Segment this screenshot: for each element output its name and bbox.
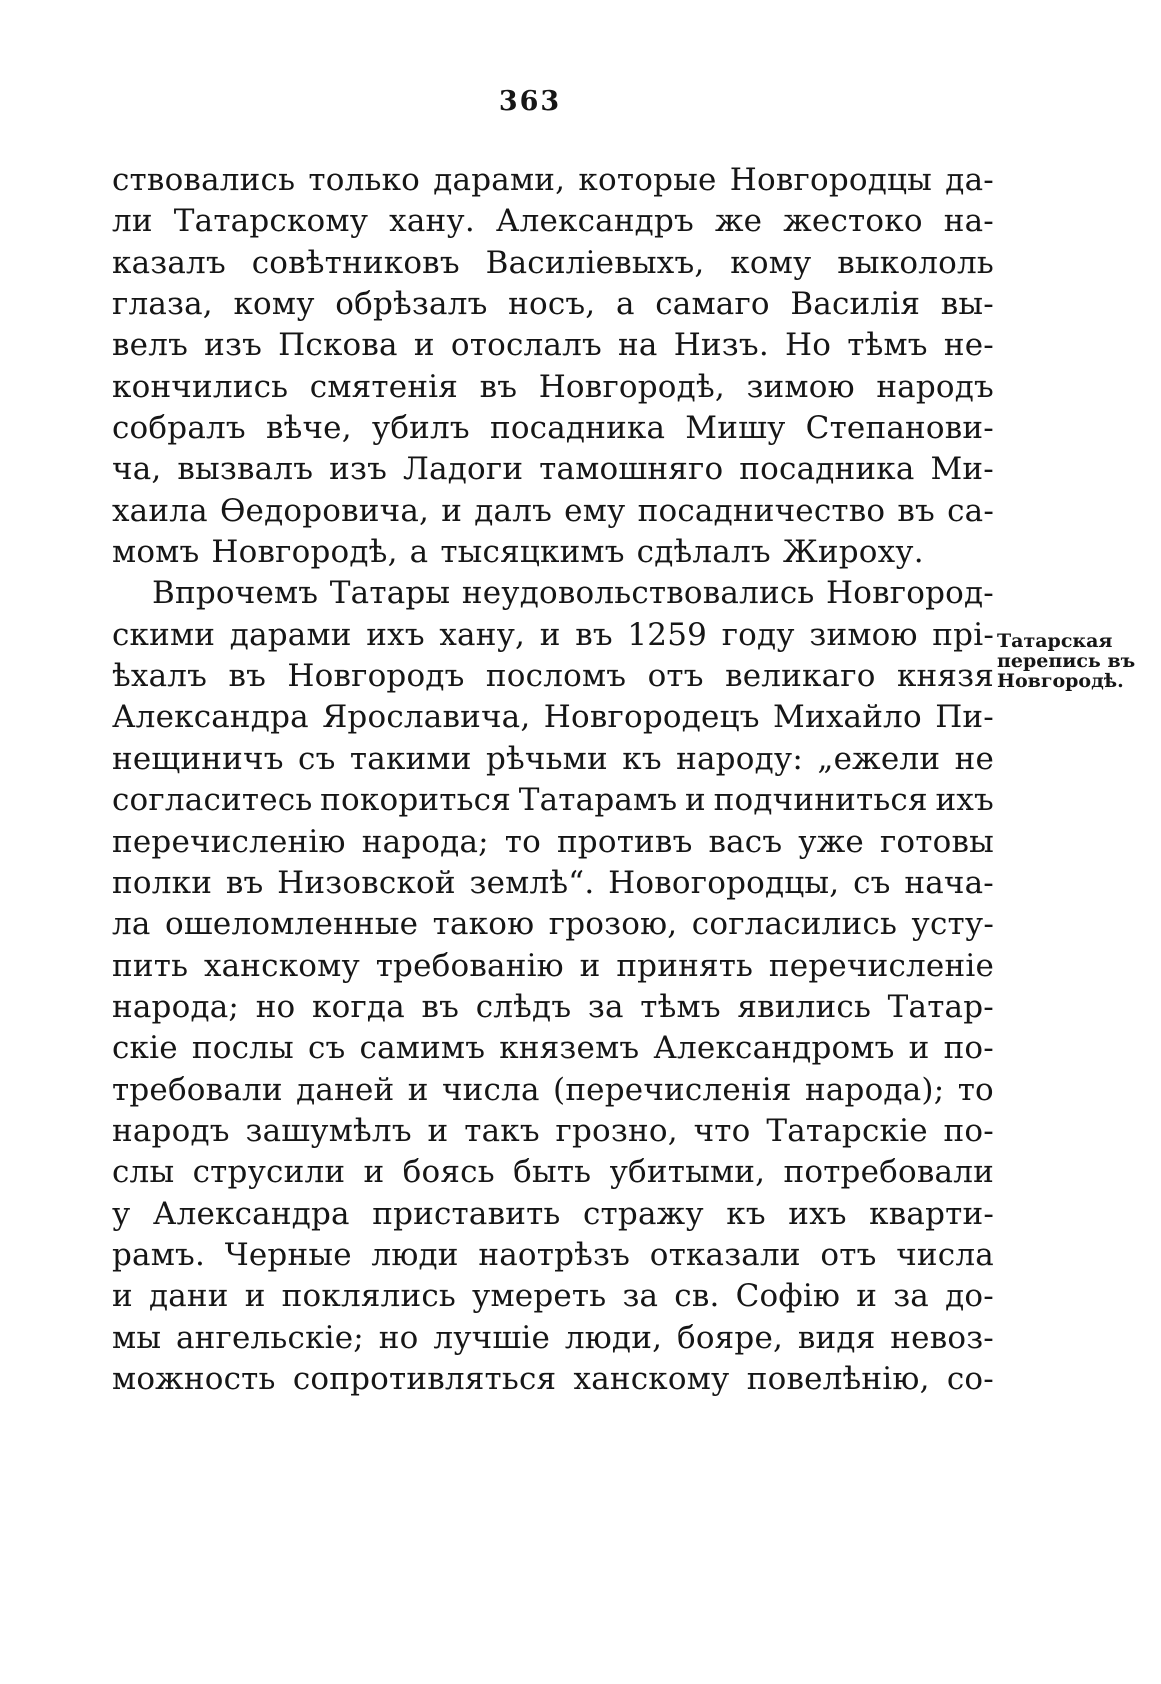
word: противъ (556, 823, 693, 860)
word: Мишу (685, 410, 786, 447)
word: до- (945, 1278, 994, 1315)
word: Новгородѣ, (211, 534, 398, 571)
word: пить (112, 947, 189, 984)
word: принять (616, 947, 754, 984)
word: Пскова (278, 327, 398, 364)
word: отказали (649, 1236, 801, 1273)
word: усту- (911, 906, 994, 943)
word: момъ (112, 534, 200, 571)
word: Новогородцы, (608, 864, 840, 901)
word: ла (112, 906, 151, 943)
word: ханскому (203, 947, 360, 984)
word: Александръ (495, 203, 694, 240)
word: скими (112, 616, 216, 653)
word: народа; (112, 988, 240, 1025)
word: рѣчьми (485, 740, 608, 777)
word: въ (228, 658, 267, 695)
word: въ (225, 864, 264, 901)
word: слѣдъ (475, 988, 572, 1025)
text-line (112, 284, 994, 325)
text-line (112, 243, 994, 284)
word: стражу (582, 1195, 704, 1232)
word: повелѣнію, (746, 1360, 930, 1397)
word: можность (112, 1360, 276, 1397)
word: грозою, (548, 906, 678, 943)
word: Александромъ (653, 1030, 895, 1067)
word: Жироху. (782, 534, 924, 571)
word: поклялись (281, 1278, 456, 1315)
word: тысяцкимъ (440, 534, 625, 571)
word: и (363, 1154, 385, 1191)
word: только (308, 162, 421, 198)
text-line (112, 946, 994, 987)
word: бояре, (676, 1319, 784, 1356)
word: ствовались (112, 162, 296, 198)
word: тамошняго (539, 451, 724, 488)
text-line (112, 1276, 994, 1317)
word: требованію (375, 947, 564, 984)
word: казалъ (112, 244, 226, 281)
word: жестоко (783, 203, 923, 240)
word: собралъ (112, 410, 246, 447)
word: обрѣзалъ (335, 286, 488, 323)
word: посадничество (637, 492, 886, 529)
word: изъ (329, 451, 388, 488)
word: умереть (472, 1278, 607, 1315)
word: Татары (329, 575, 451, 612)
word: Александра (112, 699, 309, 736)
word: съ (298, 740, 336, 777)
word: выкололь (837, 244, 994, 281)
word: Ми- (930, 451, 994, 488)
word: дарами (229, 616, 352, 653)
text-line (112, 1235, 994, 1276)
word: сопротивляться (292, 1360, 557, 1397)
word: Пи- (935, 699, 994, 736)
word: и (413, 327, 435, 364)
word: велъ (112, 327, 189, 364)
text-line (112, 615, 994, 656)
word: хану. (389, 203, 475, 240)
page-number: 363 (498, 86, 562, 117)
word: вѣче, (265, 410, 352, 447)
text-line (112, 1111, 994, 1152)
word: согласитесь (112, 782, 313, 819)
word: приставить (372, 1195, 561, 1232)
text-line (112, 822, 994, 863)
word: Новгородецъ (543, 699, 760, 736)
word: отослалъ (450, 327, 602, 364)
word: слы (112, 1154, 175, 1191)
word: тѣмъ (847, 327, 928, 364)
word: изъ (204, 327, 263, 364)
word: числа (441, 1071, 540, 1108)
word: Александра (152, 1195, 350, 1232)
word: потребовали (783, 1154, 994, 1191)
word: послы (191, 1030, 294, 1067)
word: Новгородѣ, (538, 368, 725, 405)
word: перечисленіе (768, 947, 994, 984)
word: ихъ (366, 616, 425, 653)
word: ошеломленные (165, 906, 419, 943)
word: за (893, 1278, 929, 1315)
word: великаго (725, 658, 876, 695)
text-line (112, 408, 994, 449)
margin-note-line: Татарская (997, 630, 1113, 652)
word: явились (737, 988, 872, 1025)
word: невоз- (890, 1319, 994, 1356)
word: грозно, (555, 1112, 678, 1149)
word: народа); (804, 1071, 945, 1108)
word: да- (945, 162, 994, 198)
text-line (112, 1318, 994, 1359)
word: кончились (112, 368, 289, 405)
word: и (427, 1112, 449, 1149)
word: на (618, 327, 658, 364)
margin-note (997, 631, 1157, 691)
text-line (112, 1028, 994, 1069)
word: далъ (474, 492, 553, 529)
word: Новгородъ (287, 658, 465, 695)
word: такими (349, 740, 472, 777)
word: св. (674, 1278, 720, 1315)
word: Татарамъ (518, 782, 678, 819)
word: скіе (112, 1030, 178, 1067)
body-text (112, 160, 994, 1400)
word: народъ (876, 368, 994, 405)
word: быть (513, 1154, 592, 1191)
word: а (409, 534, 429, 571)
word: дарами, (433, 162, 566, 198)
word: ангельскіе; (176, 1319, 364, 1356)
word: ихъ (935, 782, 994, 819)
word: за (587, 988, 624, 1025)
word: Ѳедоровича, (219, 492, 430, 529)
word: и (539, 616, 561, 653)
word: убитыми, (609, 1154, 766, 1191)
word: на- (943, 203, 994, 240)
word: покориться (320, 782, 511, 819)
word: смятенія (309, 368, 459, 405)
text-line (112, 739, 994, 780)
text-line (112, 904, 994, 945)
text-line (112, 987, 994, 1028)
word: посломъ (485, 658, 627, 695)
word: въ (575, 616, 613, 653)
word: Софію (735, 1278, 841, 1315)
word: хану, (439, 616, 526, 653)
word: нещиничъ (112, 740, 284, 777)
word: Татарскому (173, 203, 369, 240)
word: въ (479, 368, 518, 405)
word: Но (785, 327, 832, 364)
word: сдѣлалъ (636, 534, 771, 571)
word: Впрочемъ (152, 575, 319, 612)
word: лучшіе (433, 1319, 551, 1356)
word: кому (730, 244, 812, 281)
word: самаго (655, 286, 770, 323)
text-line (112, 325, 994, 366)
word: ѣхалъ (112, 658, 208, 695)
word: кому (233, 286, 315, 323)
word: прі- (932, 616, 994, 653)
word: тѣмъ (640, 988, 721, 1025)
word: же (714, 203, 763, 240)
text-line (112, 160, 994, 201)
word: что (693, 1112, 751, 1149)
word: и (685, 782, 706, 819)
word: хаила (112, 492, 208, 529)
word: самимъ (359, 1030, 486, 1067)
word: и (407, 1071, 429, 1108)
word: то (504, 823, 541, 860)
word: наотрѣзъ (478, 1236, 631, 1273)
word: неудовольствовались (461, 575, 815, 612)
word: ему (564, 492, 626, 529)
word: съ (307, 1030, 346, 1067)
word: боясь (402, 1154, 495, 1191)
word: народа; (361, 823, 489, 860)
word: люди, (564, 1319, 663, 1356)
word: но (378, 1319, 419, 1356)
text-line (112, 1194, 994, 1235)
text-line (112, 201, 994, 242)
word: зашумѣлъ (245, 1112, 412, 1149)
word: согласились (691, 906, 898, 943)
word: отъ (820, 1236, 877, 1273)
text-line (112, 780, 994, 821)
word: Василія (790, 286, 921, 323)
word: глаза, (112, 286, 213, 323)
word: и (441, 492, 463, 529)
word: подчиниться (713, 782, 928, 819)
word: ли (112, 203, 153, 240)
word: такъ (464, 1112, 540, 1149)
text-line (112, 656, 994, 697)
text-line (112, 863, 994, 904)
word: и (856, 1278, 878, 1315)
word: зимою (746, 368, 855, 405)
text-line (112, 532, 994, 573)
word: а (615, 286, 635, 323)
word: носъ, (508, 286, 596, 323)
word: князя (896, 658, 994, 695)
word: къ (622, 740, 662, 777)
word: (перечисленія (553, 1071, 792, 1108)
word: по- (943, 1030, 994, 1067)
word: даней (296, 1071, 395, 1108)
word: за (622, 1278, 659, 1315)
word: люди (371, 1236, 459, 1273)
word: княземъ (499, 1030, 640, 1067)
word: Степанови- (805, 410, 994, 447)
word: не (954, 740, 994, 777)
word: ча, (112, 451, 162, 488)
word: убилъ (371, 410, 470, 447)
word: народу: (676, 740, 803, 777)
text-line (112, 1359, 994, 1400)
word: народъ (112, 1112, 230, 1149)
word: готовы (879, 823, 994, 860)
word: отъ (647, 658, 704, 695)
text-line (112, 449, 994, 490)
word: въ (421, 988, 460, 1025)
word: са- (947, 492, 994, 529)
word: со- (946, 1360, 994, 1397)
margin-note-line: Новгородѣ. (997, 670, 1124, 692)
word: Татарскіе (766, 1112, 928, 1149)
word: Ладоги (403, 451, 524, 488)
word: струсили (192, 1154, 346, 1191)
text-line (112, 697, 994, 738)
word: Татар- (887, 988, 994, 1025)
word: землѣ“. (469, 864, 595, 901)
word: и (579, 947, 601, 984)
word: дани (148, 1278, 229, 1315)
word: съ (853, 864, 891, 901)
word: году (721, 616, 795, 653)
word: Низъ. (673, 327, 769, 364)
word: мы (112, 1319, 162, 1356)
text-line (112, 573, 994, 614)
word: и (244, 1278, 266, 1315)
word: кварти- (869, 1195, 994, 1232)
word: видя (797, 1319, 876, 1356)
word: васъ (708, 823, 783, 860)
word: 1259 (627, 616, 708, 653)
text-line (112, 1070, 994, 1111)
word: зимою (809, 616, 918, 653)
word: полки (112, 864, 213, 901)
word: и (908, 1030, 930, 1067)
word: къ (726, 1195, 766, 1232)
word: вы- (940, 286, 994, 323)
word: по- (943, 1112, 994, 1149)
word: Ярославича, (322, 699, 531, 736)
word: когда (312, 988, 405, 1025)
text-line (112, 1152, 994, 1193)
word: требовали (112, 1071, 283, 1108)
word: то (957, 1071, 994, 1108)
word: ихъ (788, 1195, 847, 1232)
word: нача- (904, 864, 994, 901)
word: но (255, 988, 296, 1025)
word: Василіевыхъ, (485, 244, 705, 281)
word: совѣтниковъ (251, 244, 460, 281)
margin-note-line: перепись въ (997, 650, 1136, 672)
word: вызвалъ (177, 451, 314, 488)
word: Михайло (773, 699, 922, 736)
word: рамъ. (112, 1236, 206, 1273)
word: Новгород- (826, 575, 994, 612)
word: Низовской (277, 864, 456, 901)
text-line (112, 367, 994, 408)
word: и (112, 1278, 133, 1315)
word: уже (798, 823, 864, 860)
word: посадника (489, 410, 666, 447)
word: числа (896, 1236, 994, 1273)
word: которые (578, 162, 717, 198)
word: „ежели (817, 740, 941, 777)
word: такою (432, 906, 535, 943)
word: перечисленію (112, 823, 346, 860)
word: Новгородцы (729, 162, 933, 198)
word: ханскому (573, 1360, 730, 1397)
word: Черные (224, 1236, 352, 1273)
word: не- (943, 327, 994, 364)
word: посадника (739, 451, 915, 488)
word: у (112, 1195, 131, 1232)
text-line (112, 491, 994, 532)
word: въ (897, 492, 935, 529)
